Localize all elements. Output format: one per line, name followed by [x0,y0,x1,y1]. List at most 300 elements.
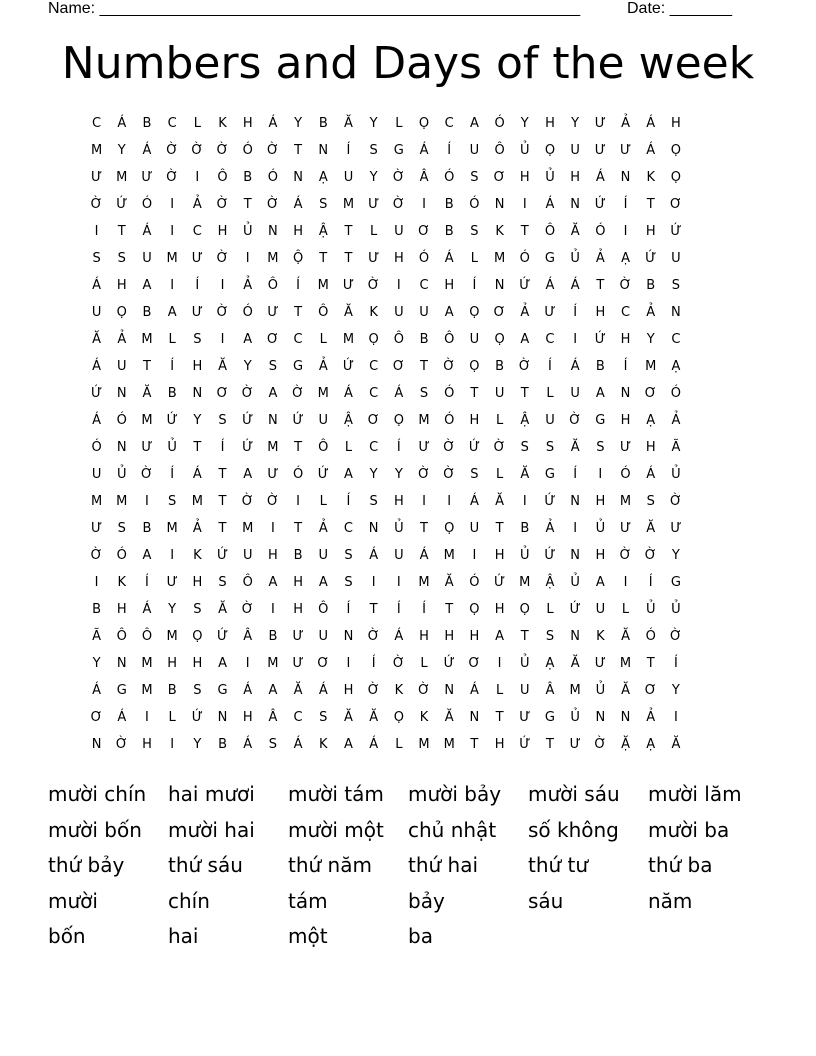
grid-letter: Ư [519,710,531,725]
grid-letter: Í [170,359,175,374]
grid-letter: Ả [318,359,328,374]
grid-letter: Ả [117,332,127,347]
grid-letter: S [344,548,353,563]
grid-letter: Y [168,602,177,617]
grid-letter: Ơ [493,305,506,320]
grid-row [84,627,689,654]
grid-letter: Í [346,494,351,509]
grid-letter: Ó [494,116,505,131]
grid-letter: Ả [621,116,630,131]
grid-letter: G [544,467,555,482]
grid-letter: S [470,224,479,239]
grid-letter: Ứ [242,440,254,455]
grid-letter: Ư [619,440,632,455]
grid-letter: M [166,629,178,644]
grid-letter: N [116,386,127,401]
grid-letter: I [573,521,578,536]
grid-letter: Á [344,386,353,401]
grid-letter: Ứ [91,386,103,401]
grid-letter: U [394,548,404,563]
grid-letter: U [394,305,404,320]
grid-letter: H [293,224,303,239]
grid-letter: L [420,656,428,671]
word-list-item: chủ nhật [408,817,497,842]
grid-letter: Ă [344,710,353,725]
grid-letter: Ờ [619,548,632,563]
grid-letter: H [116,278,127,293]
grid-letter: M [493,251,506,266]
grid-letter: N [217,710,228,725]
grid-letter: U [520,683,530,698]
grid-letter: A [344,467,353,482]
grid-letter: Á [545,278,555,293]
grid-letter: T [319,251,328,266]
grid-letter: Á [394,386,404,401]
grid-letter: Y [369,170,378,185]
grid-letter: T [520,224,529,239]
grid-letter: Ơ [468,656,481,671]
grid-letter: Ă [344,116,353,131]
grid-letter: Ạ [646,737,656,752]
word-list-item: thứ sáu [168,853,243,878]
page-title: Numbers and Days of the week [61,38,755,89]
grid-letter: B [142,305,152,320]
grid-letter: G [393,143,404,158]
grid-letter: U [469,332,480,347]
grid-letter: Ư [594,143,606,158]
grid-letter: T [294,521,303,536]
grid-letter: Ủ [671,602,681,617]
grid-letter: Ủ [394,521,404,536]
grid-letter: Ứ [468,440,480,455]
word-list-item: mười [48,888,98,913]
grid-letter: Ả [243,278,253,293]
grid-letter: H [671,116,681,131]
grid-letter: N [595,710,606,725]
grid-letter: H [419,629,429,644]
grid-letter: I [170,548,175,563]
grid-letter: L [395,116,403,131]
grid-letter: I [447,494,452,509]
grid-letter: S [596,440,605,455]
grid-letter: T [445,602,454,617]
grid-letter: T [520,386,529,401]
grid-letter: Ả [318,521,328,536]
grid-letter: Ă [621,683,630,698]
grid-letter: I [497,656,502,671]
grid-letter: I [94,224,99,239]
grid-letter: Í [573,467,578,482]
grid-letter: N [318,143,329,158]
worksheet-header [48,0,748,20]
grid-letter: M [418,737,430,752]
grid-letter: Ứ [544,494,556,509]
grid-letter: Ă [570,656,580,671]
grid-letter: U [142,251,152,266]
grid-letter: B [595,359,605,374]
grid-letter: Ó [645,629,656,644]
grid-letter: Ờ [241,602,254,617]
grid-letter: Ó [418,251,430,266]
grid-letter: Ờ [443,440,456,455]
grid-letter: Ô [267,278,279,293]
grid-letter: M [342,197,355,212]
grid-letter: Y [646,332,655,347]
grid-letter: Ứ [519,278,531,293]
grid-letter: Ủ [520,143,530,158]
grid-letter: Ă [444,575,454,590]
grid-letter: I [371,575,376,590]
grid-letter: M [317,386,329,401]
grid-letter: N [368,521,379,536]
grid-letter: B [318,116,328,131]
word-list-item: bốn [48,924,86,949]
grid-letter: H [293,575,303,590]
grid-letter: H [268,548,278,563]
grid-letter: Á [293,197,303,212]
grid-letter: Y [671,548,680,563]
grid-letter: Ơ [392,359,405,374]
grid-letter: L [546,602,554,617]
grid-letter: Y [671,683,680,698]
grid-letter: Ó [116,413,127,428]
word-list-item: thứ bảy [48,853,125,878]
grid-letter: H [620,413,631,428]
grid-letter: N [268,413,278,428]
grid-letter: Ô [444,332,455,347]
grid-letter: B [646,278,656,293]
grid-letter: Ư [594,656,606,671]
grid-letter: Ờ [241,494,254,509]
grid-letter: Ờ [141,467,153,482]
grid-letter: L [168,332,176,347]
grid-letter: Ô [318,305,329,320]
grid-letter: S [193,332,202,347]
grid-letter: Á [570,278,580,293]
grid-letter: M [267,251,279,266]
grid-letter: Ó [670,386,682,401]
grid-letter: U [671,251,681,266]
grid-letter: S [520,440,529,455]
grid-letter: Á [545,197,555,212]
grid-letter: Ư [267,305,279,320]
grid-letter: S [319,197,328,212]
grid-letter: Á [117,116,127,131]
grid-letter: I [270,521,275,536]
grid-letter: Í [472,278,477,293]
grid-letter: Ứ [191,710,203,725]
grid-letter: Y [92,656,101,671]
grid-letter: Ờ [443,359,456,374]
grid-letter: C [192,224,202,239]
grid-letter: Ă [646,521,656,536]
grid-letter: Á [293,737,303,752]
grid-letter: U [545,413,555,428]
word-list-item: hai mươi [168,782,255,806]
grid-letter: Á [444,251,454,266]
grid-letter: N [620,386,631,401]
grid-letter: T [193,440,202,455]
grid-letter: M [443,548,455,563]
grid-letter: H [595,548,606,563]
word-list-item: số không [528,817,619,842]
grid-row [84,303,689,330]
grid-letter: U [318,629,329,644]
grid-letter: Ạ [318,170,328,185]
grid-letter: Í [623,359,628,374]
grid-letter: C [343,521,353,536]
grid-letter: M [519,575,531,590]
grid-letter: Á [318,683,328,698]
grid-letter: T [344,224,353,239]
grid-letter: Ạ [621,251,630,266]
grid-letter: I [220,278,225,293]
grid-letter: Ă [344,305,353,320]
grid-letter: Á [646,467,656,482]
grid-letter: Í [145,575,149,590]
grid-letter: M [619,494,632,509]
grid-letter: Ậ [520,413,530,428]
grid-row [84,411,689,438]
grid-letter: H [242,710,253,725]
grid-letter: M [267,440,279,455]
grid-letter: Y [369,467,378,482]
grid-letter: Ó [141,197,153,212]
grid-letter: H [293,602,303,617]
grid-letter: Y [394,467,403,482]
grid-letter: I [195,170,200,185]
word-list-item: mười chín [48,782,147,806]
grid-letter: Ờ [367,278,380,293]
letter-grid [84,114,689,762]
grid-letter: Ả [646,710,656,725]
grid-letter: Ư [166,575,178,590]
grid-letter: M [141,683,153,698]
grid-letter: Ờ [191,143,204,158]
grid-letter: Ơ [216,386,229,401]
grid-row [84,195,689,222]
grid-letter: Ư [670,521,682,536]
grid-letter: Ă [369,710,379,725]
grid-letter: Á [92,359,102,374]
grid-letter: B [167,386,177,401]
grid-letter: N [116,656,127,671]
grid-letter: Ứ [670,224,682,239]
grid-letter: Í [346,143,351,158]
grid-letter: Ọ [393,413,404,428]
grid-letter: N [570,629,581,644]
grid-letter: M [116,494,128,509]
grid-letter: Ọ [670,143,682,158]
grid-letter: M [191,494,203,509]
grid-letter: Ờ [292,386,305,401]
word-list-item: mười tám [288,782,384,806]
grid-letter: H [645,440,656,455]
grid-row [84,573,689,600]
grid-letter: B [167,683,177,698]
grid-letter: H [595,494,606,509]
word-list-item: thứ tư [528,853,589,878]
grid-letter: G [544,251,555,266]
grid-letter: M [166,521,178,536]
grid-letter: Ủ [520,548,530,563]
grid-letter: Ă [570,440,580,455]
grid-letter: H [595,305,606,320]
grid-letter: Ờ [392,170,405,185]
grid-letter: Í [573,305,578,320]
grid-row [84,600,689,627]
grid-letter: L [319,332,327,347]
grid-letter: N [570,197,581,212]
word-list-item: mười ba [648,817,730,842]
grid-letter: Á [142,224,152,239]
grid-letter: T [495,710,504,725]
grid-letter: Ọ [368,332,379,347]
grid-letter: Ờ [266,494,279,509]
grid-letter: Ọ [116,305,127,320]
word-list-item: năm [648,888,693,913]
grid-letter: S [268,737,278,752]
grid-letter: Ờ [594,737,607,752]
grid-letter: I [245,656,250,671]
grid-letter: L [470,251,479,266]
grid-letter: H [393,494,404,509]
grid-letter: I [145,494,149,509]
grid-letter: Ọ [544,143,556,158]
grid-letter: Ó [469,197,480,212]
grid-letter: Ọ [670,170,682,185]
grid-letter: K [646,170,655,185]
grid-letter: I [145,710,149,725]
grid-letter: Ơ [669,197,682,212]
grid-letter: Ư [368,197,380,212]
grid-letter: Ó [242,143,253,158]
grid-letter: T [218,467,227,482]
grid-letter: Í [422,602,426,617]
grid-letter: H [192,359,203,374]
grid-letter: Ứ [116,197,128,212]
grid-letter: Á [646,116,656,131]
grid-letter: H [645,224,656,239]
grid-letter: B [142,116,152,131]
grid-letter: Á [92,683,102,698]
word-list-item: thứ ba [648,853,713,878]
grid-letter: Á [142,143,152,158]
grid-letter: N [116,440,127,455]
grid-letter: Á [595,170,605,185]
grid-letter: A [595,575,605,590]
grid-letter: Ọ [469,602,480,617]
grid-letter: U [595,602,606,617]
grid-letter: Ờ [493,440,506,455]
grid-letter: Y [294,116,303,131]
grid-letter: U [394,224,404,239]
grid-letter: Ủ [117,467,127,482]
grid-letter: T [420,359,428,374]
grid-letter: Ờ [644,548,657,563]
grid-letter: A [167,305,177,320]
grid-letter: Ủ [645,602,656,617]
grid-letter: Ờ [392,656,405,671]
grid-letter: Ậ [318,224,328,239]
grid-letter: L [370,224,378,239]
grid-letter: H [192,575,203,590]
grid-letter: Ứ [292,413,304,428]
grid-letter: Ứ [594,197,606,212]
grid-letter: Ả [595,251,605,266]
grid-letter: Ô [544,224,556,239]
word-list-item: tám [288,888,328,913]
grid-letter: Á [646,143,656,158]
grid-letter: H [545,116,555,131]
grid-letter: I [94,575,99,590]
grid-letter: Ư [292,656,304,671]
grid-letter: Â [243,629,253,644]
grid-letter: M [116,170,128,185]
grid-letter: Ọ [469,359,480,374]
grid-letter: H [192,656,203,671]
grid-letter: M [90,143,103,158]
grid-letter: L [495,413,504,428]
word-list-item: ba [408,924,433,949]
grid-letter: Ư [368,251,380,266]
grid-letter: C [671,332,681,347]
word-list-item: mười sáu [528,782,620,806]
grid-letter: Ứ [166,413,178,428]
grid-letter: M [418,413,430,428]
grid-letter: Ủ [570,575,580,590]
grid-letter: L [546,386,554,401]
grid-letter: L [193,116,201,131]
grid-letter: Ă [218,602,227,617]
grid-letter: I [673,710,678,725]
grid-letter: B [142,521,152,536]
grid-letter: S [319,710,328,725]
grid-letter: Â [268,710,278,725]
grid-letter: Í [673,656,678,671]
grid-letter: H [494,737,505,752]
grid-letter: A [495,629,505,644]
grid-letter: I [220,332,225,347]
grid-letter: U [343,170,354,185]
grid-letter: A [268,386,278,401]
grid-letter: B [293,548,303,563]
grid-letter: Ủ [570,251,580,266]
grid-letter: L [168,710,176,725]
grid-letter: T [243,197,252,212]
grid-letter: I [623,575,628,590]
grid-letter: Ư [619,521,632,536]
grid-letter: Ủ [242,224,253,239]
grid-letter: Í [170,467,175,482]
grid-letter: C [545,332,555,347]
grid-letter: Í [371,656,376,671]
grid-letter: I [472,548,477,563]
grid-letter: G [544,710,555,725]
grid-letter: A [444,305,454,320]
grid-letter: Ờ [443,467,456,482]
grid-letter: S [646,494,655,509]
grid-letter: U [469,143,480,158]
grid-letter: A [268,683,278,698]
grid-letter: Ờ [166,143,179,158]
grid-letter: I [396,278,401,293]
grid-letter: Ơ [418,224,430,239]
grid-letter: Ậ [344,413,353,428]
grid-letter: S [369,143,378,158]
grid-letter: T [294,143,303,158]
grid-letter: Y [193,413,202,428]
